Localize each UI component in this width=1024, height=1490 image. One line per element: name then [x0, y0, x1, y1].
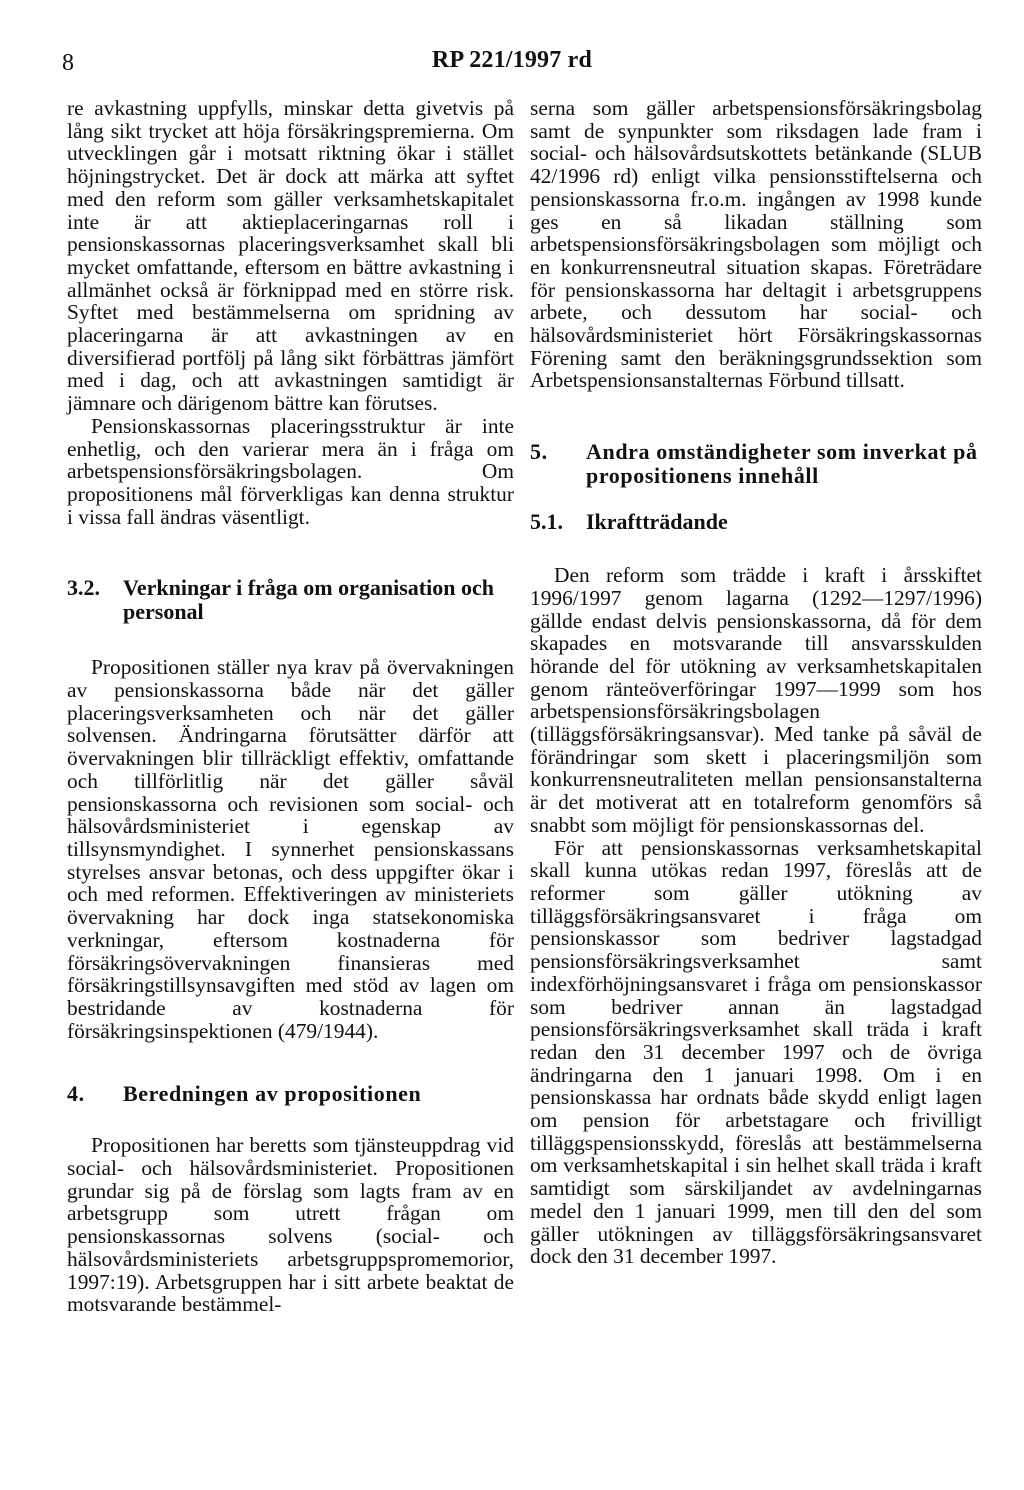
paragraph-left-1: re avkastning uppfylls, minskar detta givetvis på lång sikt trycket att höja försäkringspremierna. Om utvecklingen går i motsatt riktning ökar i stället höjningstrycket. Det är dock att märka att syftet med den reform som gäller verksamhetskapitalet inte är att aktieplaceringarnas roll i pensionskassornas placeringsverksamhet skall bli mycket omfattande, eftersom en bättre avkastning i allmänhet också är förknippad med en större risk. Syftet med bestämmelserna om spridning av placeringarna är att avkastningen av en diversifierad portfölj på lång sikt förbättras jämfört med i dag, och att avkastningen samtidigt är jämnare och därigenom bättre kan förutses.	[67, 96, 514, 416]
section-number-5-1: 5.1.	[530, 509, 563, 535]
section-number-4: 4.	[67, 1081, 85, 1107]
paragraph-left-4: Propositionen har beretts som tjänsteuppdrag vid social- och hälsovårdsministeriet. Propositionen grundar sig på de förslag som lagts fram av en arbetsgrupp som utrett frågan om pensionskassornas solvens (social- och hälsovårdsministeriets arbetsgruppspromemorior, 1997:19). Arbetsgruppen har i sitt arbete beaktat de motsvarande bestämmel-	[67, 1133, 514, 1317]
section-title-5: Andra omständigheter som inverkat på propositionens innehåll	[586, 439, 978, 489]
section-number-3-2: 3.2.	[67, 575, 100, 601]
section-title-3-2: Verkningar i fråga om organisation och personal	[123, 575, 494, 625]
paragraph-right-2: Den reform som trädde i kraft i årsskiftet 1996/1997 genom lagarna (1292—1297/1996) gällde endast delvis pensionskassorna, då för dem skapades en motsvarande till ansvarsskulden hörande del för utökning av verksamhetskapitalen genom ränteöverföringar 1997—1999 som hos arbetspensionsförsäkringsbolagen (tilläggsförsäkringsansvar). Med tanke på såväl de förändringar som skett i placeringsmiljön som konkurrensneutraliteten mellan pensionsanstalterna är det motiverat att en totalreform genomförs så snabbt som möjligt för pensionskassornas del.	[530, 563, 982, 837]
section-number-5: 5.	[530, 439, 548, 465]
right-column	[530, 97, 982, 1268]
section-heading-5	[530, 440, 982, 488]
section-title-5-1: Ikraftträdande	[586, 509, 728, 535]
paragraph-left-2: Pensionskassornas placeringsstruktur är inte enhetlig, och den varierar mera än i fråga om arbetspensionsförsäkringsbolagen. Om propositionens mål förverkligas kan denna struktur i vissa fall ändras väsentligt.	[67, 413, 514, 529]
paragraph-right-1: serna som gäller arbetspensionsförsäkringsbolag samt de synpunkter som riksdagen lade fram i social- och hälsovårdsutskottets betänkande (SLUB 42/1996 rd) enligt vilka pensionsstiftelserna och pensionskassorna fr.o.m. ingången av 1998 kunde ges en så likadan ställning som arbetspensionsförsäkringsbolagen som möjligt och en konkurrensneutral situation skapas. Företrädare för pensionskassorna har deltagit i arbetsgruppens arbete, och dessutom har social- och hälsovårdsministeriet hört Försäkringskassornas Förening samt den beräkningsgrundssektion som Arbetspensionsanstalternas Förbund tillsatt.	[530, 96, 982, 393]
section-heading-4	[67, 1082, 514, 1106]
section-title-4: Beredningen av propositionen	[123, 1081, 422, 1107]
page-number: 8	[62, 50, 74, 76]
section-heading-3-2	[67, 576, 514, 624]
running-head: RP 221/1997 rd	[431, 47, 593, 73]
paragraph-left-3: Propositionen ställer nya krav på övervakningen av pensionskassorna både när det gäller placeringsverksamheten och när det gäller solvensen. Ändringarna förutsätter därför att övervakningen blir tillräckligt effektiv, omfattande och tillförlitlig när det gäller såväl pensionskassorna och revisionen som social- och hälsovårdsministeriet i egenskap av tillsynsmyndighet. I synnerhet pensionskassans styrelses ansvar betonas, och dess uppgifter ökar i och med reformen. Effektiveringen av ministeriets övervakning har dock inga statsekonomiska verkningar, eftersom kostnaderna för försäkringsövervakningen finansieras med försäkringstillsynsavgiften med stöd av lagen om bestridande av kostnaderna för försäkringsinspektionen (479/1944).	[67, 655, 514, 1043]
section-heading-5-1	[530, 510, 982, 534]
left-column	[67, 97, 514, 1316]
paragraph-right-3: För att pensionskassornas verksamhetskapital skall kunna utökas redan 1997, föreslås att de reformer som gäller utökning av tilläggsförsäkringsansvaret i fråga om pensionskassor som bedriver lagstadgad pensionsförsäkringsverksamhet samt indexförhöjningsansvaret i fråga om pensionskassor som bedriver annan än lagstadgad pensionsförsäkringsverksamhet skall träda i kraft redan den 31 december 1997 och de övriga ändringarna den 1 januari 1998. Om i en pensionskassa har ordnats både skydd enligt lagen om pension för arbetstagare och frivilligt tilläggspensionsskydd, föreslås att bestämmelserna om verksamhetskapital i sin helhet skall träda i kraft samtidigt som särskiljandet av avdelningarnas medel den 1 januari 1999, men till den del som gäller utökningen av tilläggsförsäkringsansvaret dock den 31 december 1997.	[530, 835, 982, 1269]
